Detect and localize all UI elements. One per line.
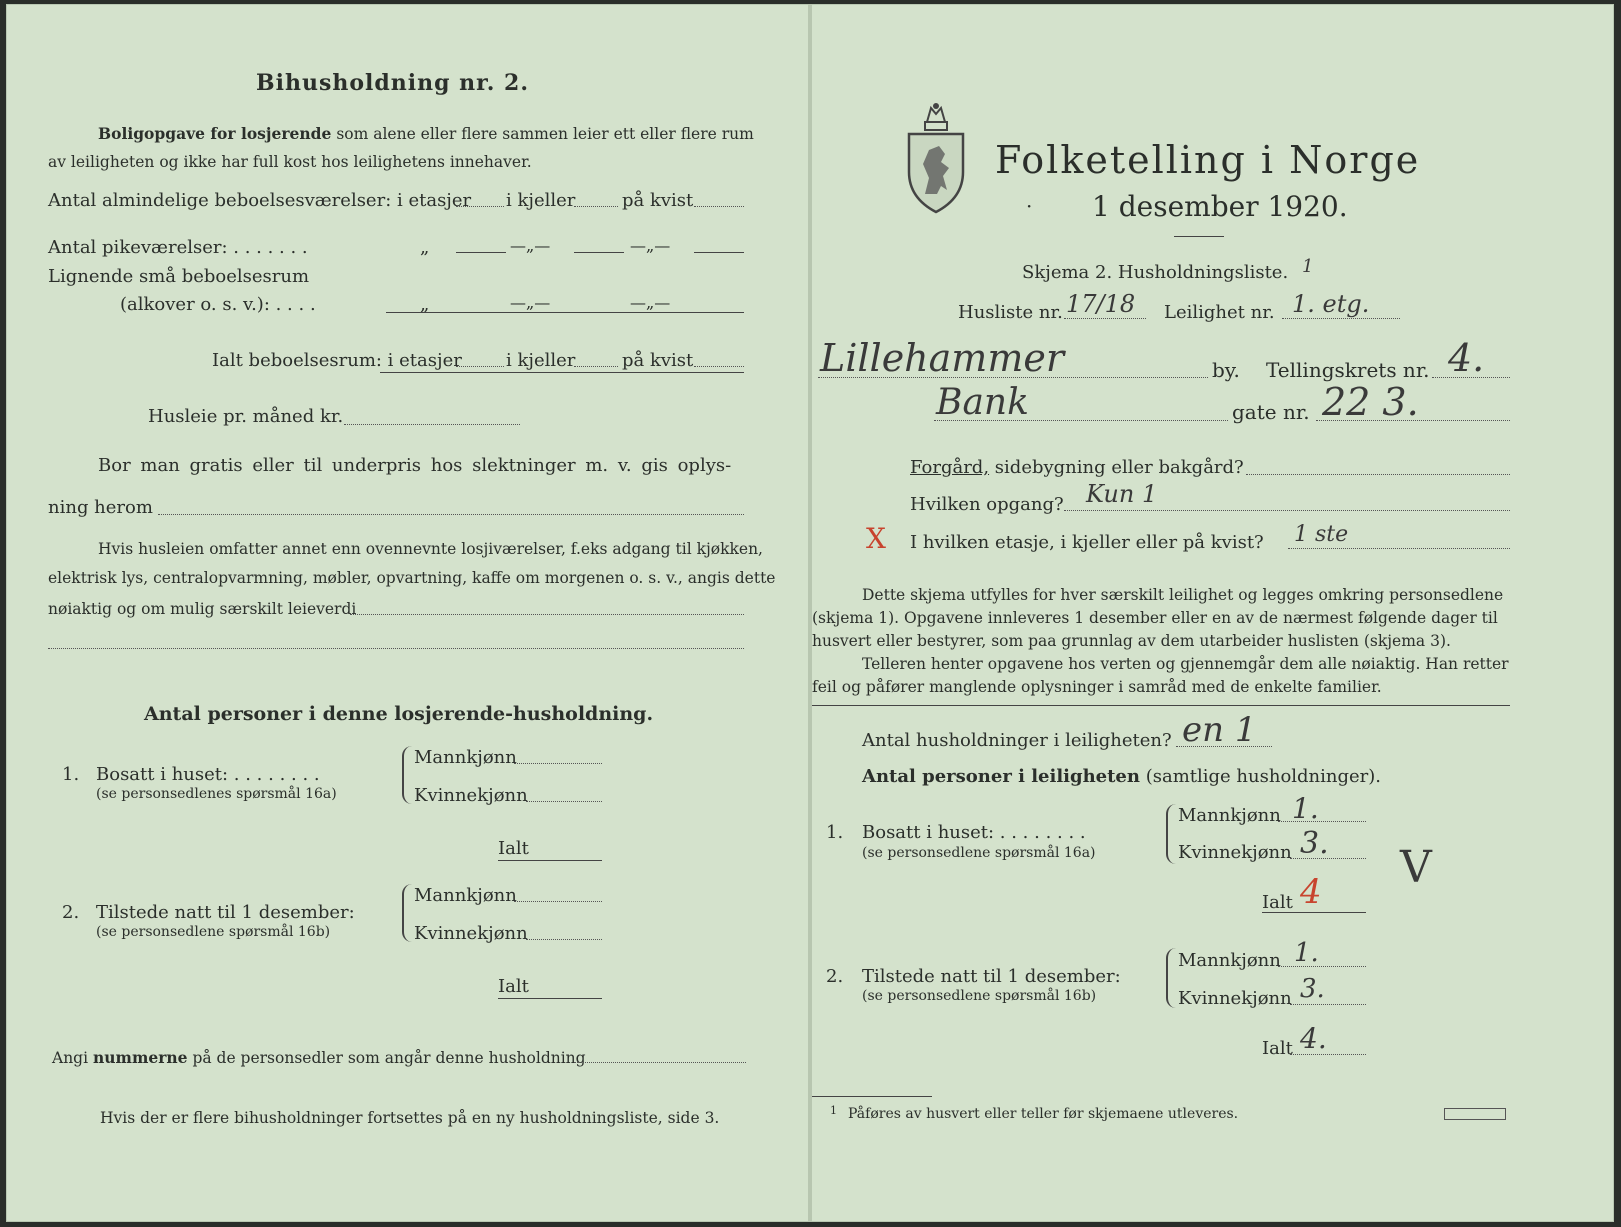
hvilken-label: Hvilken opgang? — [910, 494, 1064, 515]
left-q1-mann: Mannkjønn — [414, 747, 517, 768]
left-q1-ialt: Ialt — [498, 838, 529, 859]
left-q1-label: Bosatt i huset: . . . . . . . . — [96, 764, 320, 785]
forgard-underlined: Forgård, — [910, 457, 990, 478]
hand-q2-kvinne: 3. — [1300, 974, 1325, 1004]
left-q1-kvinne: Kvinnekjønn — [414, 785, 528, 806]
hand-etasje: 1 ste — [1294, 522, 1349, 547]
hand-check-mark: V — [1400, 842, 1432, 893]
kjeller-blank — [574, 206, 618, 207]
forgard-row — [910, 457, 1244, 478]
right-q2-num: 2. — [826, 966, 844, 987]
i-kjeller-label: i kjeller — [506, 190, 576, 211]
right-q2-kvinne: Kvinnekjønn — [1178, 988, 1292, 1009]
right-q1-num: 1. — [826, 822, 844, 843]
angi-pre: Angi — [52, 1049, 89, 1067]
left-intro-line2: av leiligheten og ikke har full kost hos leilighetens innehaver. — [48, 153, 532, 171]
left-intro-line1 — [98, 122, 754, 146]
ialt-rum-label: Ialt beboelsesrum: i etasjer — [212, 350, 462, 371]
ditto-dash-2: —„— — [630, 236, 671, 255]
left-q2-kvinne: Kvinnekjønn — [414, 923, 528, 944]
right-q2-label: Tilstede natt til 1 desember: — [862, 966, 1121, 987]
ditto-2: „ — [420, 294, 430, 315]
right-footnote: Påføres av husvert eller teller før skjemaene utleveres. — [848, 1106, 1239, 1122]
ditto-dash-1: —„— — [510, 236, 551, 255]
hand-opgang: Kun 1 — [1086, 480, 1158, 508]
by-label: by. — [1212, 358, 1240, 382]
forgard-rest: sidebygning eller bakgård? — [994, 457, 1244, 478]
right-q1-sub: (se personsedlene spørsmål 16a) — [862, 845, 1096, 861]
herom-blank — [158, 514, 744, 515]
hvis-line1: Hvis husleien omfatter annet enn ovennevnte losjiværelser, f.eks adgang til kjøkken, — [98, 540, 763, 558]
footnote-mark: 1 — [830, 1104, 837, 1117]
ialt-etasjer-blank — [456, 366, 504, 367]
etasje-blank — [1288, 548, 1510, 549]
angi-post: på de personsedler som angår denne husholdning — [192, 1049, 586, 1067]
opgang-blank — [1064, 510, 1510, 511]
antal-pers-row — [862, 766, 1381, 787]
left-q1-ialt-rule — [498, 860, 602, 861]
right-title: Folketelling i Norge — [995, 138, 1421, 182]
title-dot: · — [1026, 194, 1033, 218]
husliste-blank — [1064, 318, 1146, 319]
by-blank — [818, 377, 1208, 378]
left-q2-kvinne-blank — [526, 939, 602, 940]
alkover-rule — [386, 312, 744, 313]
right-q1-mann: Mannkjønn — [1178, 805, 1281, 826]
alkover-label: (alkover o. s. v.): . . . . — [120, 294, 316, 315]
left-q1-brace — [402, 746, 414, 804]
footnote-rule — [812, 1096, 932, 1097]
ditto-dash-3: —„— — [510, 293, 551, 312]
angi-blank — [574, 1062, 746, 1063]
hand-leilighet: 1. etg. — [1292, 290, 1370, 318]
right-q1-ialt-rule — [1262, 912, 1366, 913]
right-q2-ialt: Ialt — [1262, 1038, 1293, 1059]
husliste-label: Husliste nr. — [958, 302, 1063, 323]
right-q2-kvinne-blank — [1290, 1004, 1366, 1005]
paa-kvist-label: på kvist — [622, 190, 694, 211]
hand-gate-nr: 22 3. — [1322, 380, 1419, 424]
left-q1-sub: (se personsedlenes spørsmål 16a) — [96, 786, 337, 802]
left-q1-num: 1. — [62, 764, 80, 785]
printer-stamp-icon — [1444, 1108, 1506, 1120]
etasje-label: I hvilken etasje, i kjeller eller på kvist? — [910, 532, 1264, 553]
intro-rest: som alene eller flere sammen leier ett eller flere rum — [336, 125, 754, 143]
antal-pers-bold: Antal personer i leiligheten — [862, 766, 1140, 787]
right-q1-ialt: Ialt — [1262, 892, 1293, 913]
kvist-blank — [694, 206, 744, 207]
ditto-dash-4: —„— — [630, 293, 671, 312]
pike-blank-1 — [456, 252, 506, 253]
left-q2-ialt-rule — [498, 998, 602, 999]
antal-pers-rest: (samtlige husholdninger). — [1145, 766, 1382, 787]
etasjer-blank — [456, 206, 504, 207]
leieverdi-blank-2 — [48, 648, 744, 649]
norway-coat-of-arms-icon — [905, 102, 967, 214]
hand-x-mark: X — [866, 522, 886, 555]
right-date: 1 desember 1920. — [1092, 190, 1348, 223]
pike-blank-2 — [574, 252, 624, 253]
hand-q2-mann: 1. — [1294, 938, 1319, 968]
note-line5: feil og påfører manglende oplysninger i samråd med de enkelte familier. — [812, 678, 1382, 696]
leilighet-blank — [1282, 318, 1400, 319]
ialt-rule — [380, 372, 744, 373]
antal-hush-label: Antal husholdninger i leiligheten? — [862, 730, 1172, 751]
right-q2-mann-blank — [1278, 966, 1366, 967]
antal-alm-label: Antal almindelige beboelsesværelser: i etasjer — [48, 190, 472, 211]
left-q1-mann-blank — [514, 763, 602, 764]
left-q2-num: 2. — [62, 902, 80, 923]
left-q2-label: Tilstede natt til 1 desember: — [96, 902, 355, 923]
hand-skjema-mark: 1 — [1302, 256, 1314, 277]
right-q1-label: Bosatt i huset: . . . . . . . . — [862, 822, 1086, 843]
hand-q1-kvinne: 3. — [1300, 826, 1329, 861]
right-q1-brace — [1166, 804, 1178, 864]
note-line3: husvert eller bestyrer, som paa grunnlag av dem utarbeider huslisten (skjema 3). — [812, 632, 1451, 650]
ialt-kjeller-blank — [574, 366, 618, 367]
left-q2-sub: (se personsedlene spørsmål 16b) — [96, 924, 331, 940]
hand-antal-hush: en 1 — [1182, 710, 1257, 750]
note-rule — [812, 705, 1510, 706]
angi-bold: nummerne — [93, 1048, 188, 1067]
antal-pike-label: Antal pikeværelser: . . . . . . . — [48, 237, 308, 258]
leilighet-label: Leilighet nr. — [1164, 302, 1275, 323]
skjema-label: Skjema 2. Husholdningsliste. — [1022, 262, 1289, 283]
note-line1: Dette skjema utfylles for hver særskilt leilighet og legges omkring personsedlene — [862, 586, 1504, 604]
antal-personer-heading: Antal personer i denne losjerende-husholdning. — [144, 703, 654, 725]
left-q2-ialt: Ialt — [498, 976, 529, 997]
hand-q1-ialt: 4 — [1300, 872, 1322, 912]
right-q2-mann: Mannkjønn — [1178, 950, 1281, 971]
hand-krets: 4. — [1448, 336, 1485, 380]
intro-bold: Boligopgave for losjerende — [98, 124, 332, 143]
tellingskrets-label: Tellingskrets nr. — [1266, 358, 1430, 382]
title-rule — [1174, 236, 1224, 237]
hand-by: Lillehammer — [820, 336, 1065, 380]
hand-q1-mann: 1. — [1292, 792, 1319, 825]
left-footer: Hvis der er flere bihusholdninger fortsettes på en ny husholdningsliste, side 3. — [100, 1109, 720, 1127]
ialt-kvist-blank — [694, 366, 744, 367]
ditto-1: „ — [420, 237, 430, 258]
left-q2-mann: Mannkjønn — [414, 885, 517, 906]
ialt-kvist-label: på kvist — [622, 350, 694, 371]
ialt-kjeller-label: i kjeller — [506, 350, 576, 371]
pike-blank-3 — [694, 252, 744, 253]
note-line4: Telleren henter opgavene hos verten og gjennemgår dem alle nøiaktig. Han retter — [862, 655, 1509, 673]
forgard-blank — [1246, 474, 1510, 475]
right-q2-sub: (se personsedlene spørsmål 16b) — [862, 988, 1097, 1004]
gate-label: gate nr. — [1232, 400, 1310, 424]
lignende-label: Lignende små beboelsesrum — [48, 266, 310, 287]
left-q2-mann-blank — [514, 901, 602, 902]
hand-husliste: 17/18 — [1066, 290, 1136, 318]
hvis-line2: elektrisk lys, centralopvarmning, møbler, opvartning, kaffe om morgenen o. s. v., angis dette — [48, 569, 776, 587]
right-q2-brace — [1166, 948, 1178, 1008]
left-q2-brace — [402, 884, 414, 942]
left-q1-kvinne-blank — [526, 801, 602, 802]
ning-herom-label: ning herom — [48, 497, 153, 518]
right-q1-kvinne: Kvinnekjønn — [1178, 842, 1292, 863]
husleie-label: Husleie pr. måned kr. — [148, 406, 344, 427]
note-line2: (skjema 1). Opgavene innleveres 1 desember eller en av de nærmest følgende dager til — [812, 609, 1498, 627]
leieverdi-blank — [350, 614, 744, 615]
hand-gate: Bank — [936, 382, 1029, 423]
gate-blank — [934, 420, 1228, 421]
husleie-blank — [344, 424, 520, 425]
angi-text — [52, 1046, 586, 1070]
bor-man-text: Bor man gratis eller til underpris hos slektninger m. v. gis oplys- — [98, 455, 732, 476]
hand-q2-ialt: 4. — [1300, 1022, 1327, 1055]
hvis-line3: nøiaktig og om mulig særskilt leieverdi — [48, 600, 357, 618]
left-title: Bihusholdning nr. 2. — [256, 70, 529, 96]
